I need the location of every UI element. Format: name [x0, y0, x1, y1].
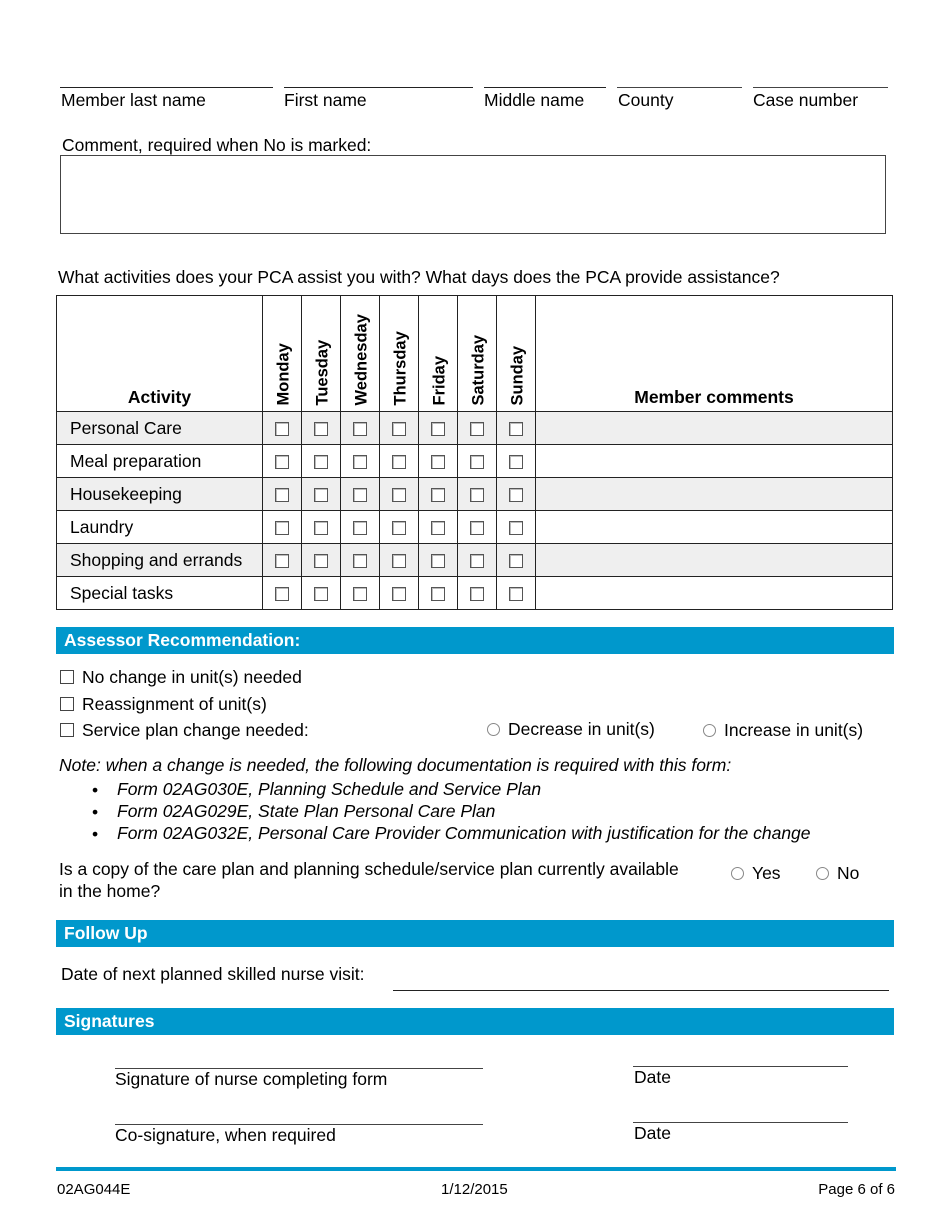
- no-change-option[interactable]: [60, 669, 302, 687]
- first-name-input-line[interactable]: [284, 87, 473, 88]
- last-name-label: Member last name: [61, 90, 206, 110]
- thursday-header: Thursday: [380, 296, 419, 412]
- table-row: [57, 544, 893, 577]
- last-name-input-line[interactable]: [60, 87, 273, 88]
- middle-name-label: Middle name: [484, 90, 585, 110]
- monday-checkbox[interactable]: [275, 455, 289, 469]
- comment-label: Comment, required when No is marked:: [62, 135, 372, 155]
- bullet-icon: •: [92, 824, 99, 844]
- decrease-units-option[interactable]: [487, 721, 655, 739]
- member-comment-input[interactable]: [536, 511, 893, 544]
- wednesday-checkbox[interactable]: [353, 422, 367, 436]
- middle-name-input-line[interactable]: [484, 87, 606, 88]
- wednesday-header: Wednesday: [341, 296, 380, 412]
- saturday-checkbox[interactable]: [470, 587, 484, 601]
- activity-cell: Meal preparation: [57, 445, 263, 478]
- documentation-note: Note: when a change is needed, the following documentation is required with this form:: [59, 755, 732, 775]
- co-signature-date-label: Date: [634, 1123, 671, 1143]
- copy-no-label: No: [837, 863, 860, 883]
- thursday-checkbox[interactable]: [392, 554, 406, 568]
- decrease-units-radio[interactable]: [487, 723, 500, 736]
- pca-activity-table: [56, 295, 893, 610]
- service-plan-change-checkbox[interactable]: [60, 723, 74, 737]
- no-change-label: No change in unit(s) needed: [82, 667, 302, 687]
- next-visit-label: Date of next planned skilled nurse visit:: [61, 964, 365, 984]
- tuesday-checkbox[interactable]: [314, 455, 328, 469]
- nurse-signature-date-label: Date: [634, 1067, 671, 1087]
- required-doc-item: Form 02AG032E, Personal Care Provider Communication with justification for the change: [117, 823, 811, 843]
- bullet-icon: •: [92, 780, 99, 800]
- wednesday-checkbox[interactable]: [353, 521, 367, 535]
- table-row: [57, 577, 893, 610]
- copy-yes-radio[interactable]: [731, 867, 744, 880]
- copy-no-radio[interactable]: [816, 867, 829, 880]
- increase-units-option[interactable]: [703, 722, 863, 740]
- tuesday-checkbox[interactable]: [314, 488, 328, 502]
- saturday-checkbox[interactable]: [470, 455, 484, 469]
- increase-units-radio[interactable]: [703, 724, 716, 737]
- table-row: [57, 445, 893, 478]
- monday-header: Monday: [263, 296, 302, 412]
- sunday-checkbox[interactable]: [509, 587, 523, 601]
- wednesday-checkbox[interactable]: [353, 455, 367, 469]
- page-number: Page 6 of 6: [818, 1181, 895, 1198]
- sunday-checkbox[interactable]: [509, 521, 523, 535]
- activity-cell: Housekeeping: [57, 478, 263, 511]
- thursday-checkbox[interactable]: [392, 587, 406, 601]
- tuesday-checkbox[interactable]: [314, 521, 328, 535]
- wednesday-checkbox[interactable]: [353, 587, 367, 601]
- comment-textarea[interactable]: [60, 155, 886, 234]
- saturday-header: Saturday: [458, 296, 497, 412]
- wednesday-checkbox[interactable]: [353, 554, 367, 568]
- friday-checkbox[interactable]: [431, 422, 445, 436]
- bullet-icon: •: [92, 802, 99, 822]
- thursday-checkbox[interactable]: [392, 521, 406, 535]
- wednesday-checkbox[interactable]: [353, 488, 367, 502]
- table-header-row: [57, 296, 893, 412]
- service-plan-change-option[interactable]: [60, 722, 309, 740]
- monday-checkbox[interactable]: [275, 554, 289, 568]
- member-comment-input[interactable]: [536, 544, 893, 577]
- decrease-units-label: Decrease in unit(s): [508, 719, 655, 739]
- county-label: County: [618, 90, 674, 110]
- friday-checkbox[interactable]: [431, 554, 445, 568]
- signatures-section-header: Signatures: [56, 1008, 894, 1035]
- tuesday-header: Tuesday: [302, 296, 341, 412]
- copy-yes-label: Yes: [752, 863, 781, 883]
- member-comments-header: Member comments: [536, 296, 893, 412]
- member-comment-input[interactable]: [536, 577, 893, 610]
- copy-yes-option[interactable]: [731, 865, 781, 883]
- friday-header: Friday: [419, 296, 458, 412]
- saturday-checkbox[interactable]: [470, 554, 484, 568]
- co-signature-label: Co-signature, when required: [115, 1125, 336, 1145]
- monday-checkbox[interactable]: [275, 488, 289, 502]
- table-row: [57, 412, 893, 445]
- reassignment-option[interactable]: [60, 696, 267, 714]
- friday-checkbox[interactable]: [431, 488, 445, 502]
- friday-checkbox[interactable]: [431, 521, 445, 535]
- increase-units-label: Increase in unit(s): [724, 720, 864, 740]
- next-visit-date-input[interactable]: [393, 990, 889, 991]
- assessor-section-header: Assessor Recommendation:: [56, 627, 894, 654]
- first-name-label: First name: [284, 90, 367, 110]
- care-plan-copy-question: Is a copy of the care plan and planning schedule/service plan currently available: [59, 859, 679, 879]
- activity-header: Activity: [57, 296, 263, 412]
- member-comment-input[interactable]: [536, 445, 893, 478]
- pca-question: What activities does your PCA assist you with? What days does the PCA provide assistance?: [58, 267, 780, 287]
- required-doc-item: Form 02AG029E, State Plan Personal Care Plan: [117, 801, 496, 821]
- table-row: [57, 478, 893, 511]
- activity-cell: Shopping and errands: [57, 544, 263, 577]
- sunday-checkbox[interactable]: [509, 488, 523, 502]
- member-comment-input[interactable]: [536, 412, 893, 445]
- tuesday-checkbox[interactable]: [314, 422, 328, 436]
- thursday-checkbox[interactable]: [392, 455, 406, 469]
- saturday-checkbox[interactable]: [470, 488, 484, 502]
- service-plan-change-label: Service plan change needed:: [82, 720, 309, 740]
- care-plan-copy-question-cont: in the home?: [59, 881, 161, 901]
- activity-cell: Personal Care: [57, 412, 263, 445]
- reassignment-label: Reassignment of unit(s): [82, 694, 267, 714]
- member-comment-input[interactable]: [536, 478, 893, 511]
- sunday-checkbox[interactable]: [509, 554, 523, 568]
- saturday-checkbox[interactable]: [470, 521, 484, 535]
- nurse-signature-label: Signature of nurse completing form: [115, 1069, 388, 1089]
- monday-checkbox[interactable]: [275, 587, 289, 601]
- sunday-checkbox[interactable]: [509, 455, 523, 469]
- thursday-checkbox[interactable]: [392, 422, 406, 436]
- footer-divider: [56, 1167, 896, 1171]
- friday-checkbox[interactable]: [431, 455, 445, 469]
- sunday-header: Sunday: [497, 296, 536, 412]
- monday-checkbox[interactable]: [275, 521, 289, 535]
- no-change-checkbox[interactable]: [60, 670, 74, 684]
- table-row: [57, 511, 893, 544]
- saturday-checkbox[interactable]: [470, 422, 484, 436]
- copy-no-option[interactable]: [816, 865, 859, 883]
- follow-up-section-header: Follow Up: [56, 920, 894, 947]
- monday-checkbox[interactable]: [275, 422, 289, 436]
- county-input-line[interactable]: [617, 87, 742, 88]
- friday-checkbox[interactable]: [431, 587, 445, 601]
- required-doc-item: Form 02AG030E, Planning Schedule and Service Plan: [117, 779, 542, 799]
- thursday-checkbox[interactable]: [392, 488, 406, 502]
- form-date: 1/12/2015: [441, 1181, 508, 1198]
- case-number-label: Case number: [753, 90, 859, 110]
- reassignment-checkbox[interactable]: [60, 697, 74, 711]
- form-number: 02AG044E: [57, 1181, 131, 1198]
- case-number-input-line[interactable]: [753, 87, 888, 88]
- activity-cell: Special tasks: [57, 577, 263, 610]
- tuesday-checkbox[interactable]: [314, 587, 328, 601]
- tuesday-checkbox[interactable]: [314, 554, 328, 568]
- activity-cell: Laundry: [57, 511, 263, 544]
- sunday-checkbox[interactable]: [509, 422, 523, 436]
